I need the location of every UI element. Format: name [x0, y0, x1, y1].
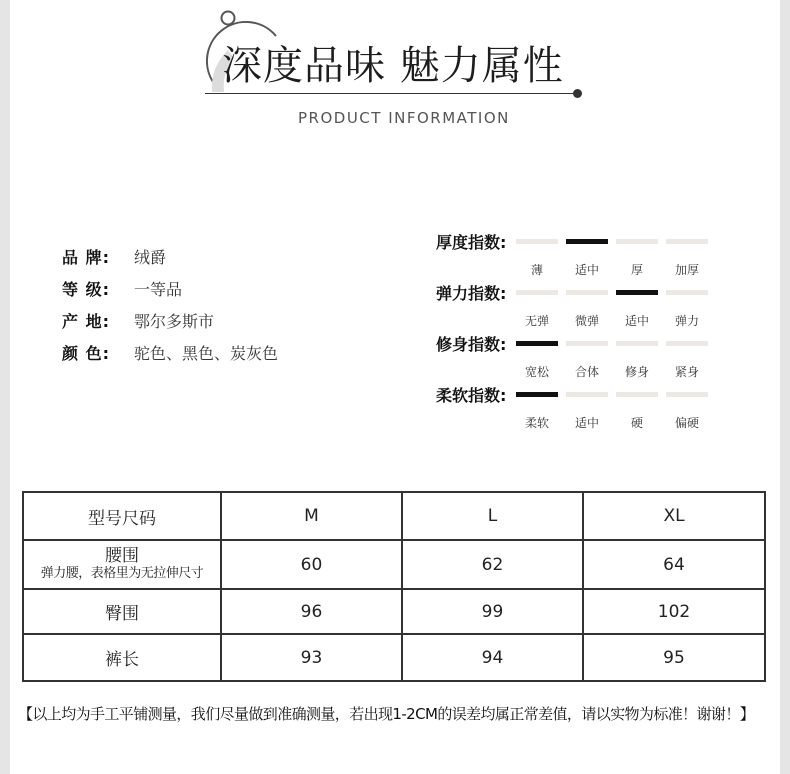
index-option-label: 无弹 [524, 314, 549, 328]
page-title: 深度品味 魅力属性 [222, 43, 564, 89]
table-cell: 102 [583, 589, 765, 634]
softness-index [436, 383, 726, 434]
measurement-footnote: 【以上均为手工平铺测量，我们尽量做到准确测量，若出现1-2CM的误差均属正常差值，请以实物为标准！谢谢！】 [18, 705, 755, 723]
index-bar [616, 392, 658, 397]
table-cell: 95 [583, 634, 765, 681]
index-option-label: 合体 [574, 365, 599, 379]
index-bar [566, 341, 608, 346]
index-bar [616, 341, 658, 346]
table-header-cell: XL [583, 492, 765, 540]
fit-index [436, 332, 726, 383]
table-row [23, 589, 765, 634]
attribute-key: 颜 色: [62, 343, 110, 363]
index-bar [566, 290, 608, 295]
index-bar [666, 239, 708, 244]
index-label: 修身指数: [436, 335, 507, 354]
row-label: 腰围 [105, 546, 139, 566]
index-option-label: 硬 [630, 416, 643, 430]
thickness-index [436, 230, 726, 281]
product-attributes [62, 240, 278, 368]
attribute-value: 绒爵 [134, 247, 167, 267]
table-cell: 96 [221, 589, 402, 634]
index-option-label: 偏硬 [674, 416, 699, 430]
index-label: 厚度指数: [436, 233, 507, 252]
index-option-label: 薄 [530, 263, 543, 277]
page-subtitle: PRODUCT INFORMATION [298, 109, 510, 127]
attribute-color [62, 336, 278, 368]
attribute-value: 鄂尔多斯市 [134, 311, 215, 331]
table-cell: 99 [402, 589, 583, 634]
table-cell: 62 [402, 540, 583, 589]
table-header-cell: L [402, 492, 583, 540]
attribute-grade [62, 272, 278, 304]
index-bar [666, 341, 708, 346]
row-label-cell: 裤长 [23, 634, 221, 681]
index-option-label: 紧身 [674, 365, 699, 379]
elasticity-index [436, 281, 726, 332]
index-option-label: 宽松 [524, 365, 549, 379]
row-note: 弹力腰，表格里为无拉伸尺寸 [40, 566, 204, 581]
underline-dot [573, 89, 582, 98]
index-bar-selected [516, 392, 558, 397]
fabric-indices [436, 230, 726, 434]
row-label-cell: 臀围 [23, 589, 221, 634]
index-label: 柔软指数: [436, 386, 507, 405]
index-option-label: 适中 [574, 263, 599, 277]
index-bar-selected [516, 341, 558, 346]
index-option-label: 适中 [574, 416, 599, 430]
index-option-label: 微弹 [574, 314, 599, 328]
table-header-cell: 型号尺码 [23, 492, 221, 540]
attribute-origin [62, 304, 278, 336]
table-row [23, 540, 765, 589]
index-option-label: 柔软 [524, 416, 549, 430]
table-cell: 64 [583, 540, 765, 589]
product-info-page [10, 0, 780, 774]
size-table [22, 491, 766, 682]
index-bar [666, 290, 708, 295]
index-bar-selected [566, 239, 608, 244]
index-bar [666, 392, 708, 397]
attribute-key: 产 地: [62, 311, 110, 331]
index-option-label: 加厚 [674, 263, 699, 277]
index-option-label: 厚 [630, 263, 643, 277]
table-cell: 60 [221, 540, 402, 589]
index-bar [516, 239, 558, 244]
index-bar [616, 239, 658, 244]
table-header-cell: M [221, 492, 402, 540]
table-cell: 93 [221, 634, 402, 681]
index-option-label: 弹力 [674, 314, 699, 328]
index-bar-selected [616, 290, 658, 295]
attribute-value: 一等品 [134, 279, 183, 299]
row-label-cell [23, 540, 221, 589]
attribute-value: 驼色、黑色、炭灰色 [134, 343, 279, 363]
index-bar [566, 392, 608, 397]
attribute-key: 等 级: [62, 279, 110, 299]
attribute-key: 品 牌: [62, 247, 110, 267]
index-label: 弹力指数: [436, 284, 507, 303]
index-bar [516, 290, 558, 295]
index-option-label: 修身 [624, 365, 649, 379]
attribute-brand [62, 240, 278, 272]
table-row [23, 634, 765, 681]
index-option-label: 适中 [624, 314, 649, 328]
title-underline [205, 93, 577, 94]
table-header-row [23, 492, 765, 540]
table-cell: 94 [402, 634, 583, 681]
